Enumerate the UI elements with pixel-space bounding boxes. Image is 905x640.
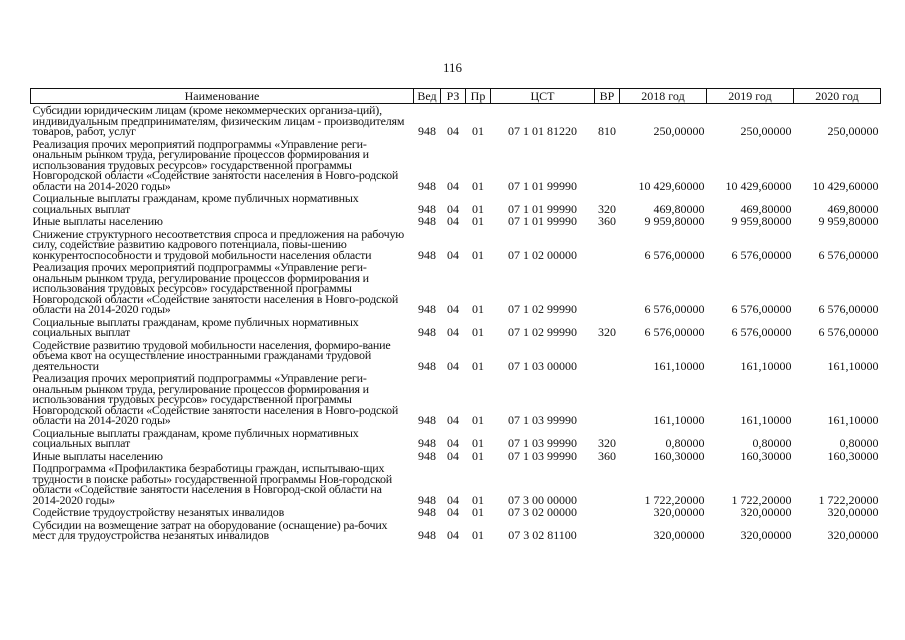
cell-2018: 1 722,20000 (644, 492, 705, 507)
cell-name: Реализация прочих мероприятий подпрограммы «Управление реги-ональным рынком труда, регулирование процессов формирования и использования трудовых ресурсов» государственной программы Новгородской области «Содействие занятости населения в Новго-родской области на 2014-2020 годы» (32, 371, 399, 427)
cell-ved: 948 (418, 413, 436, 427)
cell-2018: 6 576,00000 (644, 302, 705, 316)
cell-rz: 04 (447, 448, 459, 463)
cell-vr: 360 (598, 214, 616, 228)
cell-name: Реализация прочих мероприятий подпрограммы «Управление реги-ональным рынком труда, регулирование процессов формирования и использования трудовых ресурсов» государственной программы Новгородской области «Содействие занятости населения в Новго-родской области на 2014-2020 годы» (32, 136, 399, 193)
col-header-rz: РЗ (441, 89, 466, 104)
col-header-ved: Вед (414, 89, 441, 104)
cell-name: Субсидии юридическим лицам (кроме некоммерческих организа-ций), индивидуальным предпринимателям, физическим лицам - производителям товаров, работ, услуг (32, 103, 405, 138)
cell-pr: 01 (472, 247, 484, 262)
cell-pr: 01 (472, 436, 484, 450)
cell-pr: 01 (472, 413, 484, 427)
table-row (31, 316, 881, 339)
page-number: 116 (442, 60, 463, 75)
cell-cst: 07 1 02 00000 (508, 247, 577, 262)
budget-table (30, 88, 880, 542)
cell-2019: 160,30000 (740, 448, 792, 463)
cell-rz: 04 (447, 358, 459, 373)
cell-2020: 320,00000 (827, 528, 879, 542)
cell-2019: 250,00000 (740, 124, 792, 138)
cell-ved: 948 (418, 492, 436, 507)
cell-vr (595, 228, 620, 262)
cell-2018: 469,80000 (653, 201, 705, 216)
cell-2018: 161,10000 (653, 413, 705, 427)
cell-pr: 01 (472, 528, 484, 542)
cell-vr: 320 (598, 201, 616, 216)
cell-rz: 04 (447, 178, 459, 193)
cell-pr: 01 (472, 325, 484, 339)
cell-cst: 07 1 03 00000 (508, 358, 577, 373)
cell-ved: 948 (418, 302, 436, 316)
cell-2020: 1 722,20000 (818, 492, 879, 507)
table-row (31, 138, 881, 193)
cell-cst: 07 3 02 00000 (508, 505, 577, 519)
cell-rz: 04 (447, 247, 459, 262)
cell-2020: 160,30000 (827, 448, 879, 463)
cell-vr: 810 (598, 124, 616, 138)
cell-rz: 04 (447, 214, 459, 228)
cell-pr: 01 (472, 448, 484, 463)
col-header-2018: 2018 год (620, 89, 707, 104)
cell-cst: 07 1 01 99990 (508, 214, 577, 228)
cell-vr (595, 462, 620, 506)
cell-vr: 320 (598, 325, 616, 339)
cell-2018: 320,00000 (653, 505, 705, 519)
table-row (31, 372, 881, 427)
cell-2020: 6 576,00000 (818, 302, 879, 316)
cell-2020: 10 429,60000 (812, 178, 879, 193)
table-row (31, 506, 881, 519)
col-header-2020: 2020 год (794, 89, 881, 104)
table-row (31, 215, 881, 228)
cell-2018: 9 959,80000 (644, 214, 705, 228)
cell-pr: 01 (472, 214, 484, 228)
cell-vr (595, 261, 620, 316)
cell-ved: 948 (418, 124, 436, 138)
cell-rz: 04 (447, 436, 459, 450)
cell-2018: 250,00000 (653, 124, 705, 138)
cell-rz: 04 (447, 413, 459, 427)
cell-pr: 01 (472, 492, 484, 507)
cell-2020: 161,10000 (827, 413, 879, 427)
cell-cst: 07 3 02 81100 (508, 528, 577, 542)
cell-name: Содействие развитию трудовой мобильности населения, формиро-вание объема квот на осуществление иностранными гражданами трудовой деятельности (32, 337, 391, 373)
cell-2019: 161,10000 (740, 358, 792, 373)
cell-rz: 04 (447, 201, 459, 216)
cell-2020: 6 576,00000 (818, 247, 879, 262)
cell-vr (595, 339, 620, 373)
cell-name: Иные выплаты населению (32, 214, 163, 228)
cell-ved: 948 (418, 325, 436, 339)
cell-2019: 6 576,00000 (731, 325, 792, 339)
cell-2020: 320,00000 (827, 505, 879, 519)
table-row (31, 228, 881, 262)
cell-2020: 0,80000 (839, 436, 879, 450)
cell-ved: 948 (418, 178, 436, 193)
col-header-vr: ВР (595, 89, 620, 104)
cell-2019: 6 576,00000 (731, 247, 792, 262)
col-header-name: Наименование (31, 89, 414, 104)
cell-rz: 04 (447, 528, 459, 542)
cell-2020: 469,80000 (827, 201, 879, 216)
cell-name: Иные выплаты населению (32, 448, 163, 463)
cell-pr: 01 (472, 201, 484, 216)
cell-pr: 01 (472, 178, 484, 193)
cell-pr: 01 (472, 124, 484, 138)
cell-2019: 6 576,00000 (731, 302, 792, 316)
table-row (31, 427, 881, 450)
cell-2018: 320,00000 (653, 528, 705, 542)
col-header-cst: ЦСТ (491, 89, 595, 104)
cell-rz: 04 (447, 302, 459, 316)
cell-rz: 04 (447, 325, 459, 339)
cell-2018: 0,80000 (665, 436, 705, 450)
cell-cst: 07 1 03 99990 (508, 413, 577, 427)
cell-vr (595, 506, 620, 519)
cell-vr (595, 138, 620, 193)
cell-2018: 10 429,60000 (638, 178, 705, 193)
cell-name: Социальные выплаты гражданам, кроме публичных нормативных социальных выплат (32, 314, 359, 339)
cell-pr: 01 (472, 358, 484, 373)
cell-pr: 01 (472, 302, 484, 316)
table-row (31, 462, 881, 506)
cell-cst: 07 1 02 99990 (508, 325, 577, 339)
cell-cst: 07 1 02 99990 (508, 302, 577, 316)
table-row (31, 104, 881, 138)
cell-name: Подпрограмма «Профилактика безработицы граждан, испытываю-щих трудности в поиске работы» государственной программы Нов-городской области «Содействие занятости населения в Новгород-ской области на 2014-2020 годы» (32, 461, 392, 507)
cell-2019: 10 429,60000 (725, 178, 792, 193)
cell-2019: 161,10000 (740, 413, 792, 427)
cell-rz: 04 (447, 124, 459, 138)
cell-name: Социальные выплаты гражданам, кроме публичных нормативных социальных выплат (32, 425, 359, 450)
cell-2019: 320,00000 (740, 505, 792, 519)
cell-vr (595, 519, 620, 542)
cell-name: Реализация прочих мероприятий подпрограммы «Управление реги-ональным рынком труда, регулирование процессов формирования и использования трудовых ресурсов» государственной программы Новгородской области «Содействие занятости населения в Новго-родской области на 2014-2020 годы» (32, 260, 399, 316)
cell-2020: 9 959,80000 (818, 214, 879, 228)
cell-2019: 320,00000 (740, 528, 792, 542)
cell-2018: 161,10000 (653, 358, 705, 373)
table-header-row (31, 89, 881, 104)
cell-cst: 07 1 01 99990 (508, 201, 577, 216)
cell-ved: 948 (418, 436, 436, 450)
cell-2019: 1 722,20000 (731, 492, 792, 507)
cell-2019: 9 959,80000 (731, 214, 792, 228)
cell-pr: 01 (472, 505, 484, 519)
cell-2019: 0,80000 (752, 436, 792, 450)
cell-vr: 320 (598, 436, 616, 450)
table-row (31, 261, 881, 316)
col-header-pr: Пр (466, 89, 491, 104)
cell-rz: 04 (447, 505, 459, 519)
cell-ved: 948 (418, 214, 436, 228)
cell-ved: 948 (418, 358, 436, 373)
cell-ved: 948 (418, 505, 436, 519)
cell-cst: 07 1 01 99990 (508, 178, 577, 193)
col-header-2019: 2019 год (707, 89, 794, 104)
cell-rz: 04 (447, 492, 459, 507)
table-row (31, 192, 881, 215)
cell-2020: 161,10000 (827, 358, 879, 373)
cell-2018: 6 576,00000 (644, 325, 705, 339)
cell-ved: 948 (418, 528, 436, 542)
cell-2018: 160,30000 (653, 448, 705, 463)
cell-vr (595, 372, 620, 427)
table-row (31, 339, 881, 373)
cell-name: Субсидии на возмещение затрат на оборудование (оснащение) ра-бочих мест для трудоустройства незанятых инвалидов (32, 517, 388, 542)
cell-name: Содействие трудоустройству незанятых инвалидов (32, 505, 285, 519)
cell-ved: 948 (418, 247, 436, 262)
cell-ved: 948 (418, 448, 436, 463)
table-row (31, 519, 881, 542)
cell-name: Социальные выплаты гражданам, кроме публичных нормативных социальных выплат (32, 191, 359, 216)
cell-cst: 07 1 01 81220 (508, 124, 577, 138)
cell-ved: 948 (418, 201, 436, 216)
cell-cst: 07 3 00 00000 (508, 492, 577, 507)
cell-name: Снижение структурного несоответствия спроса и предложения на рабочую силу, содействие развитию кадрового потенциала, повы-шению конкурентоспособности и трудовой мобильности населения области (32, 226, 405, 262)
cell-cst: 07 1 03 99990 (508, 448, 577, 463)
cell-2020: 6 576,00000 (818, 325, 879, 339)
cell-2018: 6 576,00000 (644, 247, 705, 262)
cell-vr: 360 (598, 448, 616, 463)
cell-2019: 469,80000 (740, 201, 792, 216)
cell-cst: 07 1 03 99990 (508, 436, 577, 450)
cell-2020: 250,00000 (827, 124, 879, 138)
